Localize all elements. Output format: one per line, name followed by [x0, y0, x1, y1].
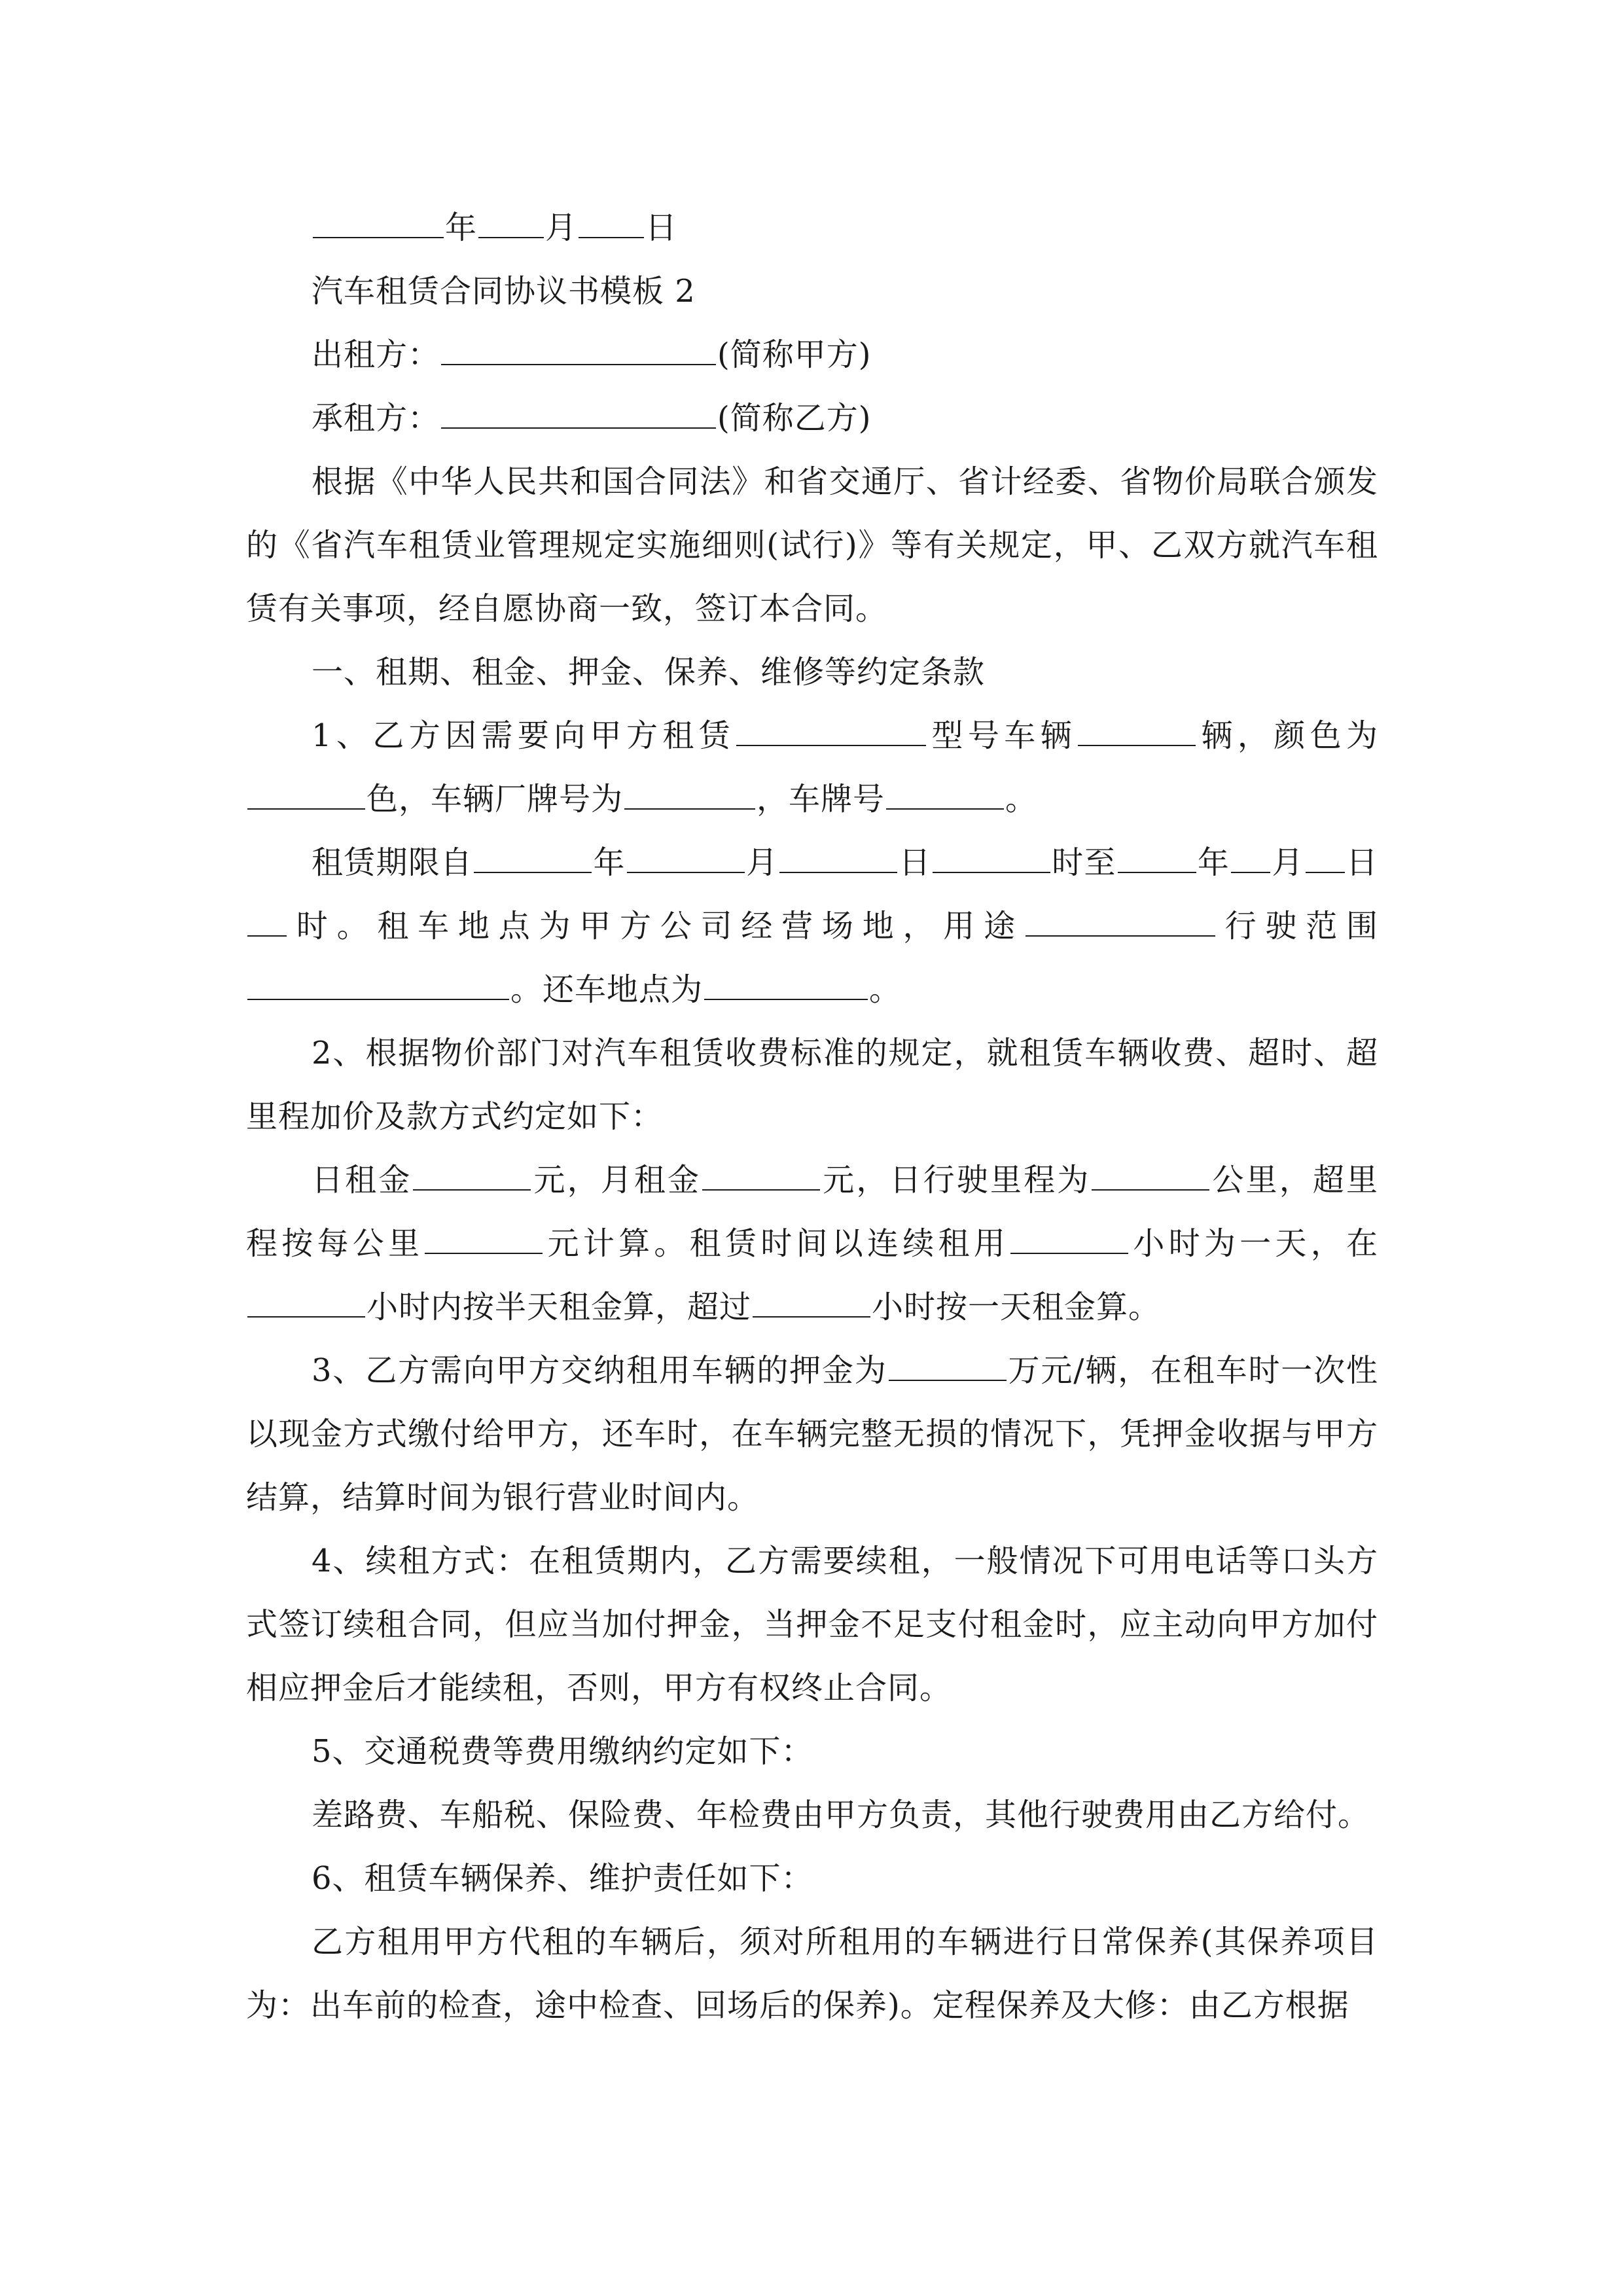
- car-model-blank[interactable]: [736, 719, 926, 746]
- clause5-detail-paragraph: 差路费、车船税、保险费、年检费由甲方负责，其他行驶费用由乙方给付。: [312, 1797, 1370, 1833]
- date-line: 年 月 日: [246, 196, 1378, 260]
- end-year-blank[interactable]: [1118, 846, 1196, 873]
- car-brand-blank[interactable]: [624, 782, 755, 810]
- return-location-blank[interactable]: [704, 973, 868, 1000]
- daily-rent-blank[interactable]: [413, 1163, 531, 1191]
- day-blank[interactable]: [579, 211, 644, 238]
- lessee-blank[interactable]: [441, 401, 716, 429]
- clause4-paragraph: 4、续租方式：在租赁期内，乙方需要续租，一般情况下可用电话等口头方式签订续租合同，但应当加付押金，当押金不足支付租金时，应主动向甲方加付相应押金后才能续租，否则，甲方有权终止合同。: [246, 1543, 1378, 1706]
- half-day-hours-blank[interactable]: [247, 1290, 365, 1318]
- daily-mileage-blank[interactable]: [1092, 1163, 1209, 1191]
- clause1-paragraph: 1、乙方因需要向甲方租赁 型号车辆 辆，颜色为色，车辆厂牌号为 ，车牌号 。: [246, 704, 1378, 831]
- lessee-line: 承租方： (简称乙方): [312, 400, 872, 437]
- clause6-detail-paragraph: 乙方租用甲方代租的车辆后，须对所租用的车辆进行日常保养(其保养项目为：出车前的检查，途中检查、回场后的保养)。定程保养及大修：由乙方根据: [246, 1924, 1378, 2024]
- document-title: 汽车租赁合同协议书模板 2: [312, 273, 696, 310]
- full-day-hours-blank[interactable]: [753, 1290, 870, 1318]
- preamble-paragraph: 根据《中华人民共和国合同法》和省交通厅、省计经委、省物价局联合颁发的《省汽车租赁业管理规定实施细则(试行)》等有关规定，甲、乙双方就汽车租赁有关事项，经自愿协商一致，签订本合同。: [246, 463, 1378, 627]
- deposit-amount-blank[interactable]: [889, 1354, 1007, 1381]
- clause6-paragraph: 6、租赁车辆保养、维护责任如下：: [312, 1860, 813, 1897]
- end-day-blank[interactable]: [1306, 846, 1345, 873]
- section1-heading: 一、租期、租金、押金、保养、维修等约定条款: [312, 654, 986, 691]
- end-hour-blank[interactable]: [247, 909, 287, 937]
- hours-per-day-blank[interactable]: [1010, 1227, 1128, 1254]
- usage-blank[interactable]: [1026, 909, 1215, 937]
- end-month-blank[interactable]: [1231, 846, 1270, 873]
- fees-paragraph: 日租金 元，月租金 元，日行驶里程为 公里，超里程按每公里 元计算。租赁时间以连续租用 小时为一天，在小时内按半天租金算，超过 小时按一天租金算。: [246, 1162, 1378, 1325]
- document-page: [246, 196, 1378, 2037]
- clause2-paragraph: 2、根据物价部门对汽车租赁收费标准的规定，就租赁车辆收费、超时、超里程加价及款方式约定如下：: [246, 1035, 1378, 1135]
- start-hour-blank[interactable]: [933, 846, 1050, 873]
- lessor-line: 出租方： (简称甲方): [312, 336, 872, 373]
- start-year-blank[interactable]: [474, 846, 592, 873]
- plate-number-blank[interactable]: [886, 782, 1004, 810]
- lessor-blank[interactable]: [441, 338, 716, 365]
- car-count-blank[interactable]: [1078, 719, 1196, 746]
- rental-period-paragraph: 租赁期限自 年 月 日 时至 年 月 日时。租车地点为甲方公司经营场地，用途 行驶范围。还车地点为 。: [246, 831, 1378, 1022]
- per-km-fee-blank[interactable]: [425, 1227, 543, 1254]
- monthly-rent-blank[interactable]: [702, 1163, 820, 1191]
- year-blank[interactable]: [313, 211, 444, 238]
- clause3-paragraph: 3、乙方需向甲方交纳租用车辆的押金为 万元/辆，在租车时一次性以现金方式缴付给甲方，还车时，在车辆完整无损的情况下，凭押金收据与甲方结算，结算时间为银行营业时间内。: [246, 1352, 1378, 1516]
- start-month-blank[interactable]: [627, 846, 745, 873]
- start-day-blank[interactable]: [779, 846, 897, 873]
- car-color-blank[interactable]: [247, 782, 365, 810]
- driving-range-blank[interactable]: [247, 973, 509, 1000]
- month-blank[interactable]: [478, 211, 544, 238]
- clause5-paragraph: 5、交通税费等费用缴纳约定如下：: [312, 1733, 813, 1770]
